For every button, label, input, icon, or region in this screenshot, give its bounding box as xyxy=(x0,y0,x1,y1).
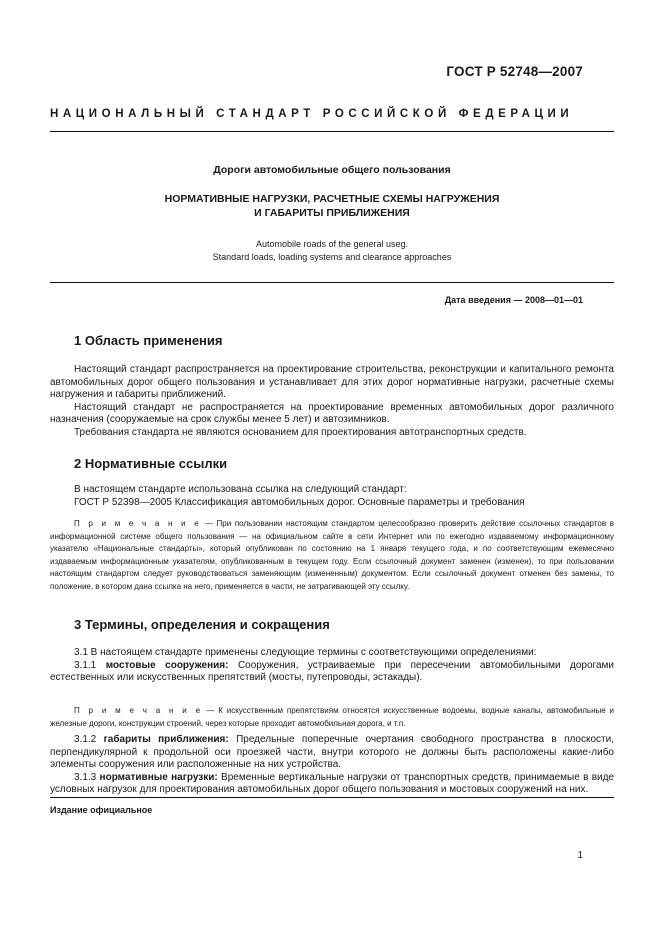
section-1-body xyxy=(50,364,614,439)
note-text: — При пользовании настоящим стандартом целесообразно проверить действие ссылочных стандартов в информационной системе общего пользования — на официальном сайте в сети Интернет или по ежегодно издаваемому информационному указателю «Национальные стандарты», который опубликован по состоянию на 1 января текущего года, и по соответствующим ежемесячно издаваемым информационным указателям, опубликованным в текущем году. Если ссылочный документ заменен (изменен), то при пользовании настоящим стандартом следует руководствоваться заменяющим (измененным) документом. Если ссылочный документ отменен без замены, то положение, в котором дана ссылка на него, применяется в части, не затрагивающей эту ссылку. xyxy=(50,519,614,591)
title-line-2: И ГАБАРИТЫ ПРИБЛИЖЕНИЯ xyxy=(254,207,410,219)
clause-number: 3.1.1 xyxy=(74,659,106,671)
section-1-paragraph: Настоящий стандарт распространяется на проектирование строительства, реконструкции и капитального ремонта автомобильных дорог общего пользования и устанавливает для этих дорог нормативные нагрузки, расчетные схемы нагружения и габариты приближений. xyxy=(50,364,614,400)
section-1-heading: 1 Область применения xyxy=(74,333,223,348)
section-2-heading: 2 Нормативные ссылки xyxy=(74,456,228,471)
clause-3-1: 3.1 В настоящем стандарте применены следующие термины с соответствующими определениями: xyxy=(74,647,537,658)
section-1-paragraph: Настоящий стандарт не распространяется на проектирование временных автомобильных дорог различного назначения (сооружаемые на срок службы менее 5 лет) и автозимников. xyxy=(50,401,614,425)
introduction-date: Дата введения — 2008—01—01 xyxy=(444,295,583,305)
note-text: — К искусственным препятствиям относятся искусственные водоемы, водные каналы, автомобильные и железные дороги, конструкции строений, через которые проходит автомобильная дорога, и т.п. xyxy=(50,706,614,728)
clause-3-1-3 xyxy=(50,772,614,797)
clause-3-1-2 xyxy=(50,734,614,772)
section-3-heading: 3 Термины, определения и сокращения xyxy=(74,617,330,632)
section-2-body xyxy=(50,484,614,509)
english-title-line-2: Standard loads, loading systems and clearance approaches xyxy=(212,252,452,262)
term-standard-loads: нормативные нагрузки: xyxy=(99,771,218,783)
section-3-terms xyxy=(50,734,614,797)
english-title xyxy=(50,238,614,264)
section-1-paragraph: Требования стандарта не являются основанием для проектирования автотранспортных средств. xyxy=(74,426,527,438)
term-definition: Временные вертикальные нагрузки от транспортных средств, принимаемые в виде условных нагрузок для проектирования автомобильных дорог общего пользования и мостовых сооружений на них. xyxy=(50,771,614,795)
term-clearance: габариты приближения: xyxy=(103,734,229,745)
title-divider xyxy=(50,282,614,283)
referenced-standard: ГОСТ Р 52398—2005 Классификация автомобильных дорог. Основные параметры и требования xyxy=(74,496,525,508)
note-label: П р и м е ч а н и е xyxy=(74,519,202,528)
clause-number: 3.1.3 xyxy=(74,771,100,783)
title-line-1: НОРМАТИВНЫЕ НАГРУЗКИ, РАСЧЕТНЫЕ СХЕМЫ НАГРУЖЕНИЯ xyxy=(164,193,500,205)
section-2-paragraph: В настоящем стандарте использована ссылка на следующий стандарт: xyxy=(74,484,407,495)
note-label: П р и м е ч а н и е xyxy=(74,706,203,715)
document-subject: Дороги автомобильные общего пользования xyxy=(213,164,451,176)
english-title-line-1: Automobile roads of the general useg. xyxy=(255,239,409,249)
header-divider xyxy=(50,131,614,132)
term-definition: Сооружения, устраиваемые при пересечении автомобильными дорогами естественных или искусственных препятствий (мосты, путепроводы, эстакады). xyxy=(50,659,614,683)
term-definition: Предельные поперечные очертания свободного пространства в плоскости, перпендикулярной к продольной оси проезжей части, внутри которого не должны быть расположены какие-либо элементы сооружения или расположенные на них устройства. xyxy=(50,734,614,770)
term-bridge-structures: мостовые сооружения: xyxy=(105,659,229,671)
page-number: 1 xyxy=(577,850,583,861)
national-standard-banner: НАЦИОНАЛЬНЫЙ СТАНДАРТ РОССИЙСКОЙ ФЕДЕРАЦИИ xyxy=(50,108,574,120)
document-number: ГОСТ Р 52748—2007 xyxy=(446,64,583,79)
section-3-note xyxy=(50,705,614,730)
clause-3-1-1 xyxy=(50,660,614,685)
clause-number: 3.1.2 xyxy=(74,734,104,745)
official-edition-label: Издание официальное xyxy=(50,805,153,815)
footer-divider xyxy=(50,797,614,798)
section-3-body xyxy=(50,647,614,685)
section-2-note xyxy=(50,518,614,594)
document-title xyxy=(50,192,614,220)
